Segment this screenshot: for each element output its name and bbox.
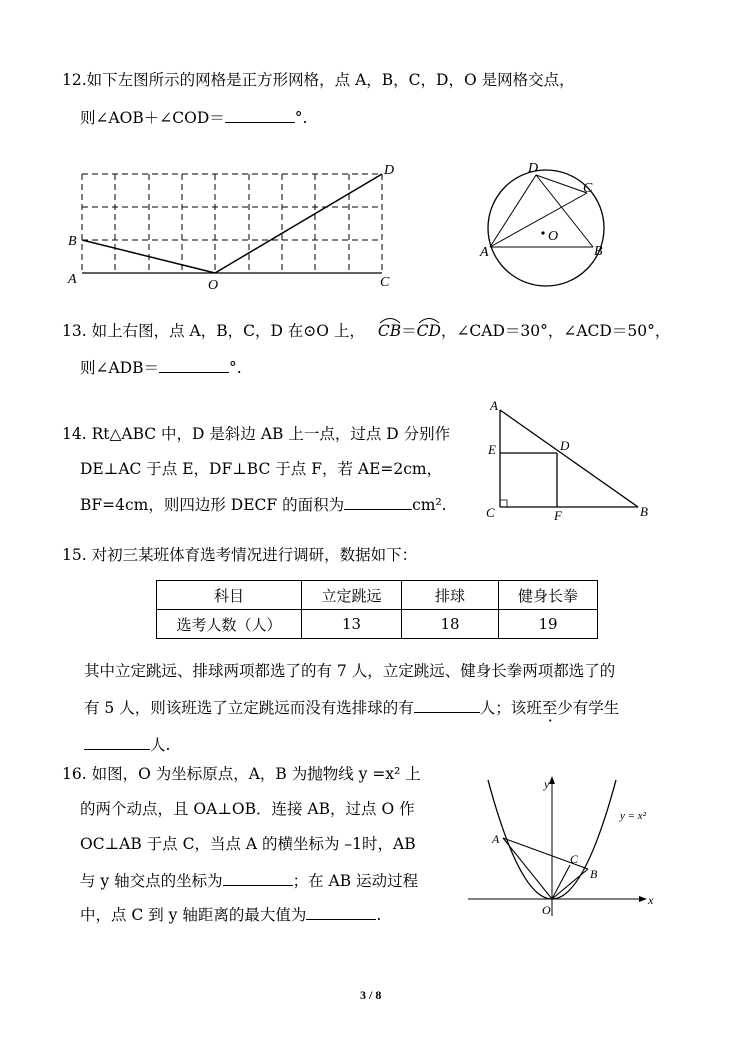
segment-OB (552, 869, 588, 899)
label-O: O (542, 903, 551, 917)
grid-figure (60, 158, 410, 293)
label-D: D (528, 161, 539, 176)
q13-line2 (80, 356, 242, 378)
q13-line1 (62, 321, 670, 341)
grid-lines (82, 174, 382, 273)
q13-eq: ＝ (401, 322, 417, 340)
label-O: O (208, 278, 219, 293)
label-D: D (560, 438, 570, 453)
q16-line5 (80, 903, 381, 925)
label-B: B (590, 867, 598, 881)
q16-line4-text: 与 y 轴交点的坐标为 (80, 872, 223, 890)
q15-line2-mid: 人；该班 (479, 699, 542, 717)
answer-blank (344, 493, 412, 510)
q15-intro: 15. 对初三某班体育选考情况进行调研，数据如下： (62, 546, 418, 564)
table-cell: 19 (499, 610, 598, 639)
table-header-cell: 立定跳远 (302, 581, 402, 610)
q14-line3-text: BF=4cm，则四边形 DECF 的面积为 (80, 496, 345, 514)
label-B: B (640, 504, 648, 519)
label-C: C (570, 852, 579, 866)
table-row (157, 581, 598, 610)
chord-AD (490, 175, 536, 247)
label-D: D (384, 163, 395, 178)
answer-blank (223, 869, 293, 886)
label-B: B (68, 234, 77, 249)
table-cell: 18 (402, 610, 499, 639)
chord-AC (490, 193, 587, 247)
arc-CD: CD (417, 321, 441, 341)
q13-line1-text: 13. 如上右图，点 A，B，C，D 在⊙O 上， (62, 322, 365, 340)
q12-line2-end: °. (294, 109, 308, 127)
label-O: O (548, 229, 559, 244)
q13-line1-end: ，∠CAD＝30°，∠ACD＝50°， (440, 322, 671, 340)
emphasis-text: 至少 (541, 699, 573, 717)
table-header-cell: 排球 (402, 581, 499, 610)
q14-line1: 14. Rt△ABC 中，D 是斜边 AB 上一点，过点 D 分别作 (62, 425, 451, 443)
page-number: 3 / 8 (360, 988, 382, 1002)
curve-label: y = x² (620, 810, 646, 822)
q16-line1: 16. 如图，O 为坐标原点，A，B 为抛物线 y =x² 上 (62, 765, 421, 783)
arc-mark-icon (417, 316, 441, 324)
q14-line3-end: cm². (412, 496, 447, 514)
q16-line4 (80, 869, 418, 891)
label-C: C (380, 275, 390, 290)
right-angle-icon (500, 500, 507, 507)
label-A: A (492, 832, 500, 846)
q15-line3 (84, 733, 170, 755)
table-cell: 13 (302, 610, 402, 639)
answer-blank (225, 106, 295, 123)
circle-figure (470, 155, 620, 305)
y-axis-arrow-icon (549, 776, 555, 784)
label-E: E (488, 442, 496, 457)
q16-line2: 的两个动点，且 OA⊥OB．连接 AB，过点 O 作 (80, 800, 415, 818)
q15-line3-end: 人. (150, 736, 171, 754)
label-A: A (68, 272, 77, 287)
label-A: A (490, 398, 498, 413)
q13-line2-text: 则∠ADB＝ (80, 359, 159, 377)
q12-line2-text: 则∠AOB＋∠COD＝ (80, 109, 225, 127)
q16-line5-text: 中，点 C 到 y 轴距离的最大值为 (80, 906, 307, 924)
survey-table (156, 580, 598, 639)
q15-line2-end: 有学生 (572, 699, 620, 717)
q12-line2 (80, 106, 307, 128)
arc-CB: CB (378, 321, 401, 341)
label-F: F (554, 508, 562, 522)
triangle-figure (478, 396, 658, 522)
segment-OD (215, 174, 382, 273)
label-A: A (480, 245, 489, 260)
label-C: C (583, 181, 593, 196)
segment-OC (552, 865, 570, 899)
q14-line3 (80, 493, 447, 515)
label-B: B (594, 244, 603, 259)
q15-line2-text: 有 5 人，则该班选了立定跳远而没有选排球的有 (84, 699, 414, 717)
q12-line1: 12.如下左图所示的网格是正方形网格，点 A，B，C，D，O 是网格交点， (62, 71, 575, 89)
answer-blank (306, 903, 376, 920)
x-axis-arrow-icon (639, 896, 647, 902)
table-row (157, 610, 598, 639)
q14-line2: DE⊥AC 于点 E，DF⊥BC 于点 F，若 AE=2cm， (80, 460, 443, 478)
hypotenuse-AB (500, 410, 638, 507)
table-cell: 选考人数（人） (157, 610, 302, 639)
table-header-cell: 科目 (157, 581, 302, 610)
answer-blank (414, 696, 480, 713)
q13-line2-end: °. (229, 359, 242, 377)
q15-line2 (84, 696, 619, 718)
q16-line3: OC⊥AB 于点 C，当点 A 的横坐标为 –1时，AB (80, 835, 416, 853)
arc-mark-icon (378, 316, 402, 324)
answer-blank (159, 356, 229, 373)
label-C: C (486, 505, 495, 520)
label-y: y (544, 777, 550, 791)
table-header-cell: 健身长拳 (499, 581, 598, 610)
parabola-figure (466, 772, 666, 922)
label-x: x (648, 893, 654, 907)
center-dot (541, 231, 544, 234)
q16-line4-end: ；在 AB 运动过程 (292, 872, 419, 890)
q16-line5-end: . (376, 906, 382, 924)
answer-blank (84, 733, 150, 750)
q15-line1: 其中立定跳远、排球两项都选了的有 7 人，立定跳远、健身长拳两项都选了的 (84, 662, 616, 680)
